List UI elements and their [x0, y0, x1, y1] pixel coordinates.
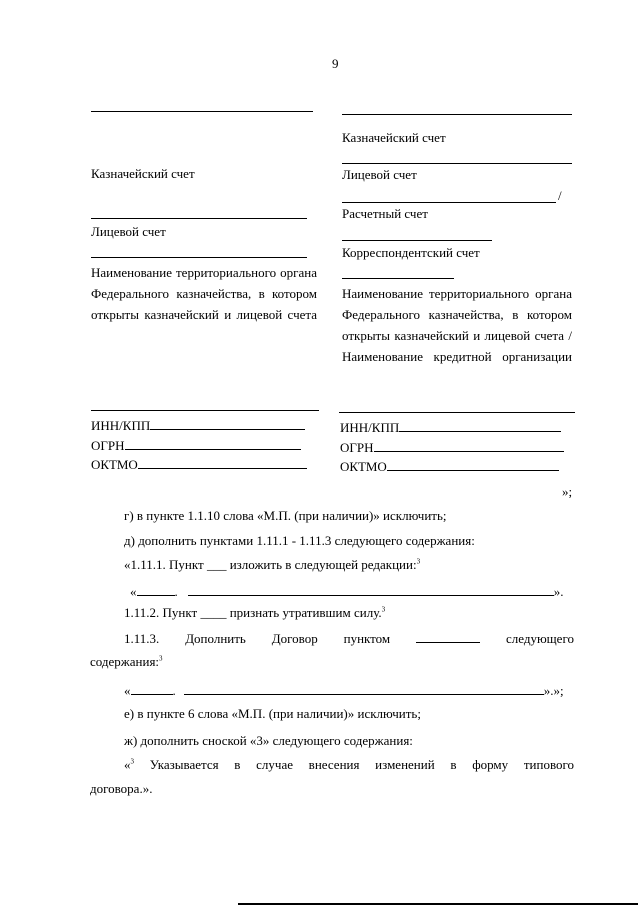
paragraph-word: 1.11.3.	[124, 631, 160, 646]
point-number-blank	[416, 630, 480, 643]
inn-kpp-row	[91, 417, 315, 434]
item-g: г) в пункте 1.1.10 слова «М.П. (при наличии)» исключить;	[124, 508, 447, 523]
oktmo-blank	[387, 458, 559, 471]
number-blank	[137, 583, 175, 596]
settlement-account-label: Расчетный счет	[342, 206, 428, 221]
paragraph-text: содержания:	[90, 654, 160, 669]
settlement-account-line	[342, 240, 492, 241]
paragraph-1-11-1	[124, 557, 420, 573]
replacement-text-row	[130, 583, 570, 600]
open-quote: «	[130, 584, 137, 599]
oktmo-label: ОКТМО	[91, 457, 138, 472]
footnote-mark: 3	[159, 654, 163, 663]
paragraph-word: Договор	[271, 631, 318, 646]
inn-kpp-blank	[150, 417, 305, 430]
paragraph-word: пунктом	[343, 631, 391, 646]
item-zh: ж) дополнить сноской «3» следующего содержания:	[124, 733, 413, 748]
inn-kpp-label: ИНН/КПП	[91, 418, 151, 433]
footnote-mark: 3	[130, 757, 134, 766]
open-quote: «	[124, 757, 131, 772]
paragraph-text: «1.11.1. Пункт ___ изложить в следующей редакции:	[124, 557, 417, 572]
dot: .	[174, 584, 178, 599]
closing-quote: »;	[562, 484, 573, 499]
ogrn-label: ОГРН	[340, 440, 374, 455]
open-quote: «	[124, 683, 131, 698]
oktmo-row	[340, 458, 572, 475]
ogrn-label: ОГРН	[91, 438, 125, 453]
paragraph-word: следующего	[505, 631, 574, 646]
inn-kpp-row	[340, 419, 572, 436]
separator-line	[91, 410, 319, 411]
oktmo-blank	[138, 456, 307, 469]
oktmo-row	[91, 456, 315, 473]
footnote-paragraph-cont: договора.».	[90, 781, 153, 796]
personal-account-line	[342, 202, 556, 203]
correspondent-account-label: Корреспондентский счет	[342, 245, 480, 260]
text-blank	[184, 682, 544, 695]
footnote-text: Указывается в случае внесения изменений в форму типового	[134, 757, 574, 772]
dot: .	[172, 683, 176, 698]
inn-kpp-label: ИНН/КПП	[340, 420, 400, 435]
ogrn-blank	[374, 439, 564, 452]
personal-account-line	[91, 257, 307, 258]
separator-line	[339, 412, 575, 413]
slash-separator: /	[558, 188, 562, 203]
paragraph-word: Дополнить	[185, 631, 246, 646]
number-blank	[131, 682, 173, 695]
new-point-text-row	[124, 682, 574, 699]
treasury-account-line	[342, 163, 572, 164]
paragraph-1-11-2	[124, 605, 385, 621]
ogrn-row	[340, 439, 572, 456]
personal-account-label: Лицевой счет	[91, 224, 166, 239]
correspondent-account-line	[342, 278, 454, 279]
signature-line	[342, 114, 572, 115]
close-quote: ».»;	[543, 683, 564, 698]
text-blank	[188, 583, 554, 596]
paragraph-text: 1.11.2. Пункт ____ признать утратившим силу.	[124, 605, 382, 620]
paragraph-1-11-3	[124, 630, 574, 647]
footnote-mark: 3	[381, 605, 386, 614]
org-name-label: Наименование территориального органа Федерального казначейства, в котором открыты казначейский и лицевой счета / Наименование кредитной организации	[342, 286, 572, 364]
item-e: е) в пункте 6 слова «М.П. (при наличии)» исключить;	[124, 706, 421, 721]
treasury-account-label: Казначейский счет	[342, 130, 446, 145]
oktmo-label: ОКТМО	[340, 459, 387, 474]
ogrn-row	[91, 437, 315, 454]
footnote-mark: 3	[416, 557, 421, 566]
item-d: д) дополнить пунктами 1.11.1 - 1.11.3 следующего содержания:	[124, 533, 475, 548]
treasury-account-label: Казначейский счет	[91, 166, 195, 181]
close-quote: ».	[553, 584, 564, 599]
paragraph-1-11-3-cont	[90, 654, 163, 670]
inn-kpp-blank	[399, 419, 561, 432]
personal-account-label: Лицевой счет	[342, 167, 417, 182]
treasury-account-line	[91, 218, 307, 219]
footnote-paragraph	[124, 757, 574, 773]
ogrn-blank	[125, 437, 301, 450]
page-number: 9	[332, 56, 339, 71]
org-name-label: Наименование территориального органа Федерального казначейства, в котором открыты казначейский и лицевой счета	[91, 265, 317, 322]
signature-line	[91, 111, 313, 112]
